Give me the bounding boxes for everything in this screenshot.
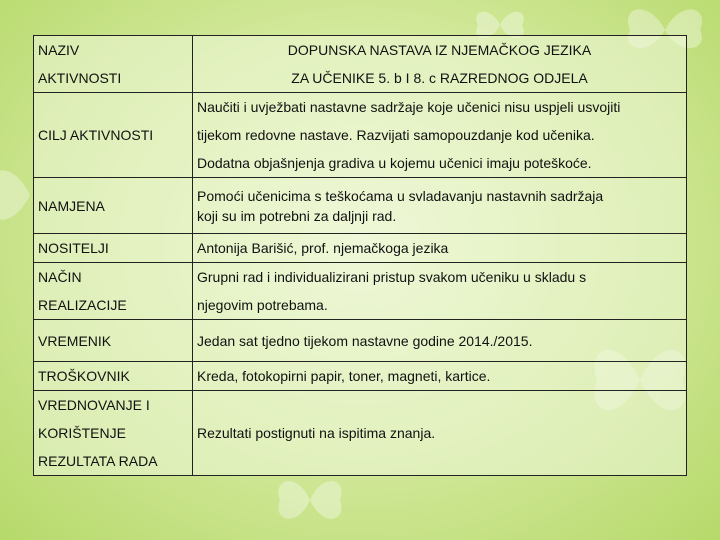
row-value (193, 362, 687, 391)
value-line: Naučiti i uvježbati nastavne sadržaje koje učenici nisu uspjeli usvojiti (197, 99, 621, 115)
label-line: KORIŠTENJE (38, 425, 126, 441)
value-line: Grupni rad i individualizirani pristup svakom učeniku u skladu s (197, 269, 587, 285)
row-label (34, 320, 193, 362)
table-row (34, 391, 687, 476)
label-line: REALIZACIJE (38, 297, 127, 313)
row-value (193, 178, 687, 234)
row-label (34, 391, 193, 476)
value-line: Antonija Barišić, prof. njemačkoga jezika (197, 240, 449, 256)
value-line: tijekom redovne nastave. Razvijati samopouzdanje kod učenika. (197, 127, 595, 143)
row-label (34, 362, 193, 391)
label-line: VREMENIK (38, 332, 112, 349)
value-line: Dodatna objašnjenja gradiva u kojemu učenici imaju poteškoće. (197, 155, 592, 171)
label-line: REZULTATA RADA (38, 453, 158, 469)
value-line: Rezultati postignuti na ispitima znanja. (197, 425, 436, 441)
value-line: ZA UČENIKE 5. b I 8. c RAZREDNOG ODJELA (291, 70, 588, 86)
label-line: NOSITELJI (38, 240, 109, 256)
row-label (34, 234, 193, 263)
row-label (34, 36, 193, 93)
table-row (34, 178, 687, 234)
table-row (34, 320, 687, 362)
row-label (34, 263, 193, 320)
row-value (193, 36, 687, 93)
label-line: VREDNOVANJE I (38, 397, 150, 413)
row-value (193, 391, 687, 476)
table-row (34, 93, 687, 178)
row-label (34, 93, 193, 178)
row-value (193, 263, 687, 320)
value-line: Pomoći učenicima s teškoćama u svladavanju nastavnih sadržaja (197, 187, 604, 204)
row-label (34, 178, 193, 234)
label-line: NAMJENA (38, 197, 105, 214)
row-value (193, 93, 687, 178)
table-row (34, 362, 687, 391)
table-row (34, 234, 687, 263)
label-line: TROŠKOVNIK (38, 368, 130, 384)
butterfly-icon (270, 470, 350, 530)
label-line: NAZIV (38, 42, 80, 58)
value-line: Jedan sat tjedno tijekom nastavne godine 2014./2015. (197, 332, 533, 349)
label-line: NAČIN (38, 269, 82, 285)
row-value (193, 234, 687, 263)
label-line: CILJ AKTIVNOSTI (38, 127, 154, 143)
table-row (34, 36, 687, 93)
row-value (193, 320, 687, 362)
value-line: Kreda, fotokopirni papir, toner, magneti, kartice. (197, 368, 491, 384)
value-line: koji su im potrebni za daljnji rad. (197, 207, 397, 224)
table-row (34, 263, 687, 320)
value-line: njegovim potrebama. (197, 297, 328, 313)
label-line: AKTIVNOSTI (38, 70, 122, 86)
value-line: DOPUNSKA NASTAVA IZ NJEMAČKOG JEZIKA (287, 42, 592, 58)
activity-table (33, 35, 687, 476)
